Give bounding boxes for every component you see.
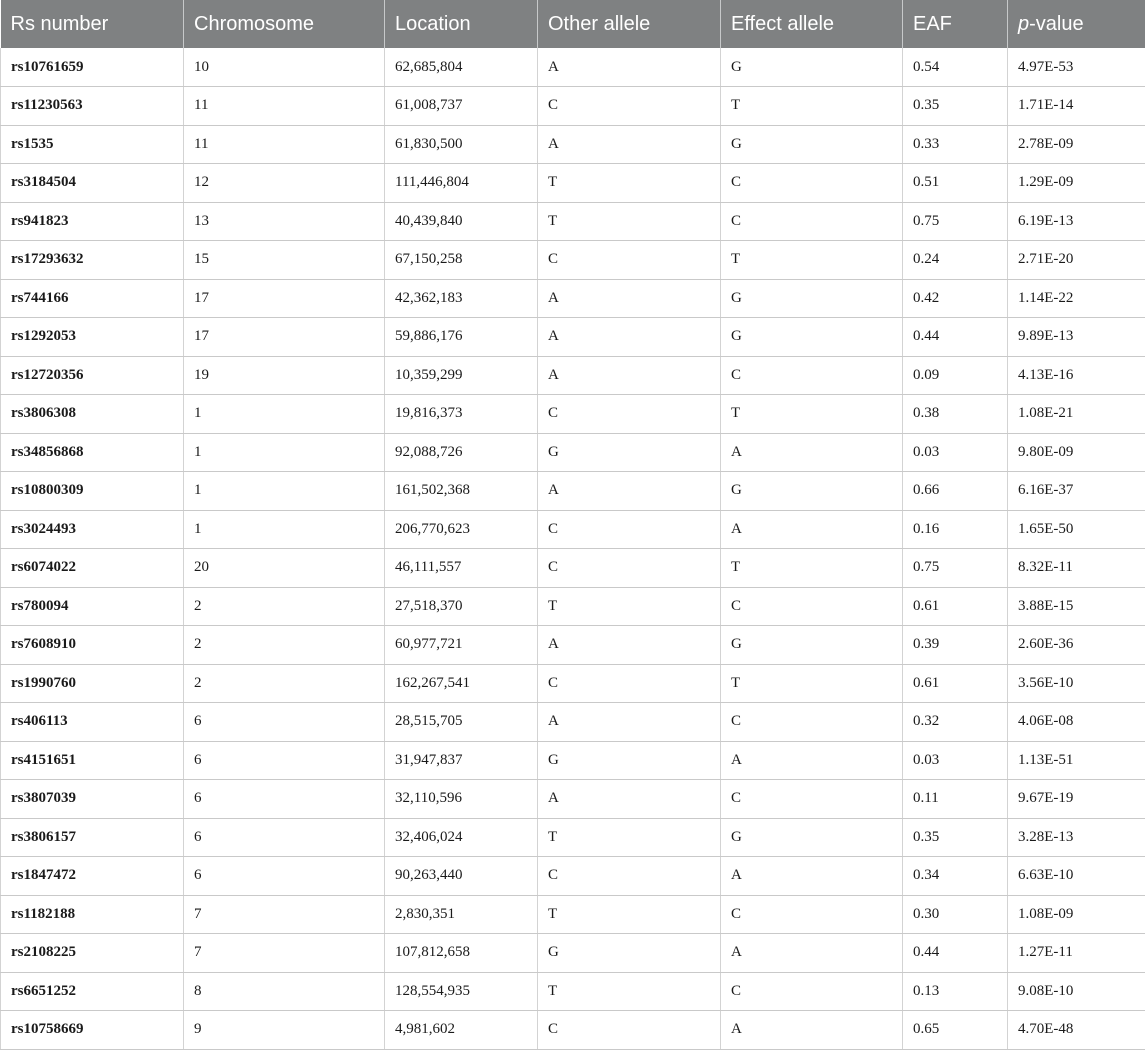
cell-chromosome: 7: [184, 934, 385, 973]
cell-eaf: 0.54: [903, 48, 1008, 87]
cell-eaf: 0.35: [903, 818, 1008, 857]
table-row: [1, 895, 1145, 934]
cell-eaf: 0.44: [903, 934, 1008, 973]
cell-location: 59,886,176: [385, 318, 538, 357]
cell-other-allele: C: [538, 549, 721, 588]
cell-location: 107,812,658: [385, 934, 538, 973]
table-row: [1, 472, 1145, 511]
cell-location: 128,554,935: [385, 972, 538, 1011]
cell-chromosome: 1: [184, 472, 385, 511]
table-row: [1, 318, 1145, 357]
cell-eaf: 0.32: [903, 703, 1008, 742]
cell-location: 90,263,440: [385, 857, 538, 896]
table-row: [1, 741, 1145, 780]
header-effect-allele: Effect allele: [721, 0, 903, 48]
cell-other-allele: A: [538, 318, 721, 357]
cell-p-value: 6.16E-37: [1008, 472, 1145, 511]
cell-eaf: 0.65: [903, 1011, 1008, 1050]
table-row: [1, 125, 1145, 164]
cell-location: 46,111,557: [385, 549, 538, 588]
table-row: [1, 780, 1145, 819]
cell-other-allele: C: [538, 857, 721, 896]
cell-chromosome: 1: [184, 510, 385, 549]
cell-location: 10,359,299: [385, 356, 538, 395]
cell-rs-number: rs3024493: [1, 510, 184, 549]
cell-location: 67,150,258: [385, 241, 538, 280]
cell-effect-allele: C: [721, 780, 903, 819]
cell-p-value: 6.63E-10: [1008, 857, 1145, 896]
cell-rs-number: rs10800309: [1, 472, 184, 511]
cell-chromosome: 12: [184, 164, 385, 203]
table-row: [1, 356, 1145, 395]
cell-rs-number: rs406113: [1, 703, 184, 742]
cell-chromosome: 17: [184, 279, 385, 318]
cell-location: 161,502,368: [385, 472, 538, 511]
cell-other-allele: C: [538, 395, 721, 434]
cell-eaf: 0.11: [903, 780, 1008, 819]
cell-p-value: 3.28E-13: [1008, 818, 1145, 857]
cell-effect-allele: G: [721, 279, 903, 318]
cell-other-allele: A: [538, 279, 721, 318]
cell-location: 62,685,804: [385, 48, 538, 87]
cell-effect-allele: C: [721, 164, 903, 203]
header-row: [1, 0, 1145, 48]
cell-chromosome: 15: [184, 241, 385, 280]
cell-p-value: 1.29E-09: [1008, 164, 1145, 203]
cell-effect-allele: G: [721, 626, 903, 665]
table-row: [1, 934, 1145, 973]
cell-p-value: 1.13E-51: [1008, 741, 1145, 780]
cell-effect-allele: T: [721, 241, 903, 280]
table-row: [1, 87, 1145, 126]
cell-effect-allele: T: [721, 87, 903, 126]
cell-other-allele: A: [538, 125, 721, 164]
cell-location: 32,110,596: [385, 780, 538, 819]
cell-eaf: 0.09: [903, 356, 1008, 395]
cell-effect-allele: C: [721, 202, 903, 241]
cell-effect-allele: T: [721, 395, 903, 434]
cell-effect-allele: C: [721, 895, 903, 934]
header-location: Location: [385, 0, 538, 48]
cell-chromosome: 6: [184, 703, 385, 742]
cell-rs-number: rs11230563: [1, 87, 184, 126]
table-row: [1, 279, 1145, 318]
cell-other-allele: G: [538, 433, 721, 472]
cell-other-allele: T: [538, 587, 721, 626]
cell-chromosome: 6: [184, 741, 385, 780]
table-row: [1, 241, 1145, 280]
cell-rs-number: rs3806308: [1, 395, 184, 434]
cell-chromosome: 7: [184, 895, 385, 934]
cell-chromosome: 10: [184, 48, 385, 87]
table-row: [1, 395, 1145, 434]
cell-chromosome: 2: [184, 626, 385, 665]
table-header: [1, 0, 1145, 48]
cell-rs-number: rs1535: [1, 125, 184, 164]
cell-p-value: 2.78E-09: [1008, 125, 1145, 164]
cell-location: 2,830,351: [385, 895, 538, 934]
cell-p-value: 9.67E-19: [1008, 780, 1145, 819]
cell-other-allele: A: [538, 48, 721, 87]
cell-eaf: 0.44: [903, 318, 1008, 357]
cell-other-allele: A: [538, 472, 721, 511]
table-row: [1, 510, 1145, 549]
table-row: [1, 664, 1145, 703]
cell-p-value: 1.14E-22: [1008, 279, 1145, 318]
cell-location: 32,406,024: [385, 818, 538, 857]
cell-chromosome: 19: [184, 356, 385, 395]
cell-effect-allele: A: [721, 510, 903, 549]
cell-p-value: 2.71E-20: [1008, 241, 1145, 280]
cell-eaf: 0.51: [903, 164, 1008, 203]
cell-rs-number: rs1990760: [1, 664, 184, 703]
cell-chromosome: 9: [184, 1011, 385, 1050]
cell-eaf: 0.34: [903, 857, 1008, 896]
cell-rs-number: rs1292053: [1, 318, 184, 357]
cell-other-allele: A: [538, 703, 721, 742]
cell-p-value: 1.71E-14: [1008, 87, 1145, 126]
cell-rs-number: rs34856868: [1, 433, 184, 472]
cell-chromosome: 1: [184, 433, 385, 472]
cell-effect-allele: A: [721, 934, 903, 973]
cell-other-allele: T: [538, 164, 721, 203]
cell-other-allele: A: [538, 356, 721, 395]
cell-effect-allele: C: [721, 356, 903, 395]
cell-chromosome: 2: [184, 587, 385, 626]
cell-other-allele: C: [538, 664, 721, 703]
table-row: [1, 202, 1145, 241]
cell-p-value: 1.08E-09: [1008, 895, 1145, 934]
cell-location: 19,816,373: [385, 395, 538, 434]
cell-location: 4,981,602: [385, 1011, 538, 1050]
cell-eaf: 0.03: [903, 741, 1008, 780]
cell-chromosome: 11: [184, 87, 385, 126]
cell-other-allele: T: [538, 818, 721, 857]
header-chromosome: Chromosome: [184, 0, 385, 48]
cell-effect-allele: G: [721, 48, 903, 87]
header-other-allele: Other allele: [538, 0, 721, 48]
cell-location: 92,088,726: [385, 433, 538, 472]
table-row: [1, 818, 1145, 857]
cell-location: 31,947,837: [385, 741, 538, 780]
cell-p-value: 9.89E-13: [1008, 318, 1145, 357]
table-row: [1, 857, 1145, 896]
cell-other-allele: C: [538, 241, 721, 280]
table-row: [1, 1011, 1145, 1050]
cell-other-allele: C: [538, 510, 721, 549]
cell-rs-number: rs6074022: [1, 549, 184, 588]
cell-eaf: 0.66: [903, 472, 1008, 511]
cell-p-value: 4.13E-16: [1008, 356, 1145, 395]
table-row: [1, 549, 1145, 588]
p-value-suffix: -value: [1029, 13, 1083, 35]
cell-chromosome: 17: [184, 318, 385, 357]
cell-rs-number: rs6651252: [1, 972, 184, 1011]
cell-other-allele: A: [538, 626, 721, 665]
table-row: [1, 48, 1145, 87]
cell-p-value: 3.56E-10: [1008, 664, 1145, 703]
cell-eaf: 0.39: [903, 626, 1008, 665]
cell-p-value: 9.08E-10: [1008, 972, 1145, 1011]
table-body: [1, 48, 1145, 1049]
cell-p-value: 1.65E-50: [1008, 510, 1145, 549]
cell-other-allele: T: [538, 895, 721, 934]
cell-effect-allele: G: [721, 125, 903, 164]
cell-p-value: 4.97E-53: [1008, 48, 1145, 87]
table-row: [1, 626, 1145, 665]
table-row: [1, 972, 1145, 1011]
header-rs-number: Rs number: [1, 0, 184, 48]
table-row: [1, 433, 1145, 472]
cell-chromosome: 6: [184, 780, 385, 819]
cell-p-value: 4.70E-48: [1008, 1011, 1145, 1050]
cell-rs-number: rs780094: [1, 587, 184, 626]
cell-rs-number: rs1182188: [1, 895, 184, 934]
cell-eaf: 0.75: [903, 549, 1008, 588]
cell-effect-allele: G: [721, 472, 903, 511]
cell-chromosome: 20: [184, 549, 385, 588]
cell-rs-number: rs10761659: [1, 48, 184, 87]
cell-eaf: 0.35: [903, 87, 1008, 126]
cell-rs-number: rs941823: [1, 202, 184, 241]
cell-chromosome: 1: [184, 395, 385, 434]
cell-p-value: 9.80E-09: [1008, 433, 1145, 472]
cell-eaf: 0.24: [903, 241, 1008, 280]
cell-effect-allele: T: [721, 664, 903, 703]
cell-p-value: 3.88E-15: [1008, 587, 1145, 626]
cell-other-allele: T: [538, 972, 721, 1011]
cell-effect-allele: A: [721, 1011, 903, 1050]
cell-chromosome: 6: [184, 818, 385, 857]
cell-rs-number: rs3184504: [1, 164, 184, 203]
cell-eaf: 0.61: [903, 664, 1008, 703]
cell-rs-number: rs7608910: [1, 626, 184, 665]
cell-rs-number: rs1847472: [1, 857, 184, 896]
cell-eaf: 0.03: [903, 433, 1008, 472]
cell-rs-number: rs744166: [1, 279, 184, 318]
cell-location: 40,439,840: [385, 202, 538, 241]
cell-effect-allele: C: [721, 587, 903, 626]
cell-eaf: 0.38: [903, 395, 1008, 434]
cell-other-allele: A: [538, 780, 721, 819]
cell-other-allele: G: [538, 741, 721, 780]
cell-effect-allele: C: [721, 972, 903, 1011]
cell-other-allele: C: [538, 87, 721, 126]
cell-location: 111,446,804: [385, 164, 538, 203]
cell-rs-number: rs3807039: [1, 780, 184, 819]
cell-rs-number: rs10758669: [1, 1011, 184, 1050]
cell-p-value: 1.27E-11: [1008, 934, 1145, 973]
cell-rs-number: rs4151651: [1, 741, 184, 780]
cell-p-value: 6.19E-13: [1008, 202, 1145, 241]
cell-rs-number: rs17293632: [1, 241, 184, 280]
cell-location: 60,977,721: [385, 626, 538, 665]
cell-other-allele: G: [538, 934, 721, 973]
cell-p-value: 2.60E-36: [1008, 626, 1145, 665]
cell-location: 27,518,370: [385, 587, 538, 626]
cell-effect-allele: A: [721, 433, 903, 472]
cell-location: 206,770,623: [385, 510, 538, 549]
cell-location: 162,267,541: [385, 664, 538, 703]
cell-eaf: 0.33: [903, 125, 1008, 164]
cell-rs-number: rs3806157: [1, 818, 184, 857]
cell-location: 61,008,737: [385, 87, 538, 126]
cell-location: 42,362,183: [385, 279, 538, 318]
cell-rs-number: rs2108225: [1, 934, 184, 973]
cell-location: 28,515,705: [385, 703, 538, 742]
cell-eaf: 0.42: [903, 279, 1008, 318]
cell-eaf: 0.13: [903, 972, 1008, 1011]
table-row: [1, 164, 1145, 203]
p-value-italic-p: p: [1018, 13, 1029, 35]
table-row: [1, 587, 1145, 626]
cell-chromosome: 8: [184, 972, 385, 1011]
cell-p-value: 1.08E-21: [1008, 395, 1145, 434]
header-eaf: EAF: [903, 0, 1008, 48]
cell-chromosome: 2: [184, 664, 385, 703]
cell-eaf: 0.16: [903, 510, 1008, 549]
cell-chromosome: 6: [184, 857, 385, 896]
cell-eaf: 0.75: [903, 202, 1008, 241]
cell-p-value: 4.06E-08: [1008, 703, 1145, 742]
cell-chromosome: 13: [184, 202, 385, 241]
cell-effect-allele: T: [721, 549, 903, 588]
cell-effect-allele: A: [721, 857, 903, 896]
cell-location: 61,830,500: [385, 125, 538, 164]
cell-rs-number: rs12720356: [1, 356, 184, 395]
cell-effect-allele: A: [721, 741, 903, 780]
header-p-value: [1008, 0, 1145, 48]
cell-eaf: 0.30: [903, 895, 1008, 934]
table-row: [1, 703, 1145, 742]
cell-other-allele: C: [538, 1011, 721, 1050]
cell-effect-allele: C: [721, 703, 903, 742]
cell-p-value: 8.32E-11: [1008, 549, 1145, 588]
cell-chromosome: 11: [184, 125, 385, 164]
cell-other-allele: T: [538, 202, 721, 241]
cell-effect-allele: G: [721, 818, 903, 857]
cell-eaf: 0.61: [903, 587, 1008, 626]
cell-effect-allele: G: [721, 318, 903, 357]
